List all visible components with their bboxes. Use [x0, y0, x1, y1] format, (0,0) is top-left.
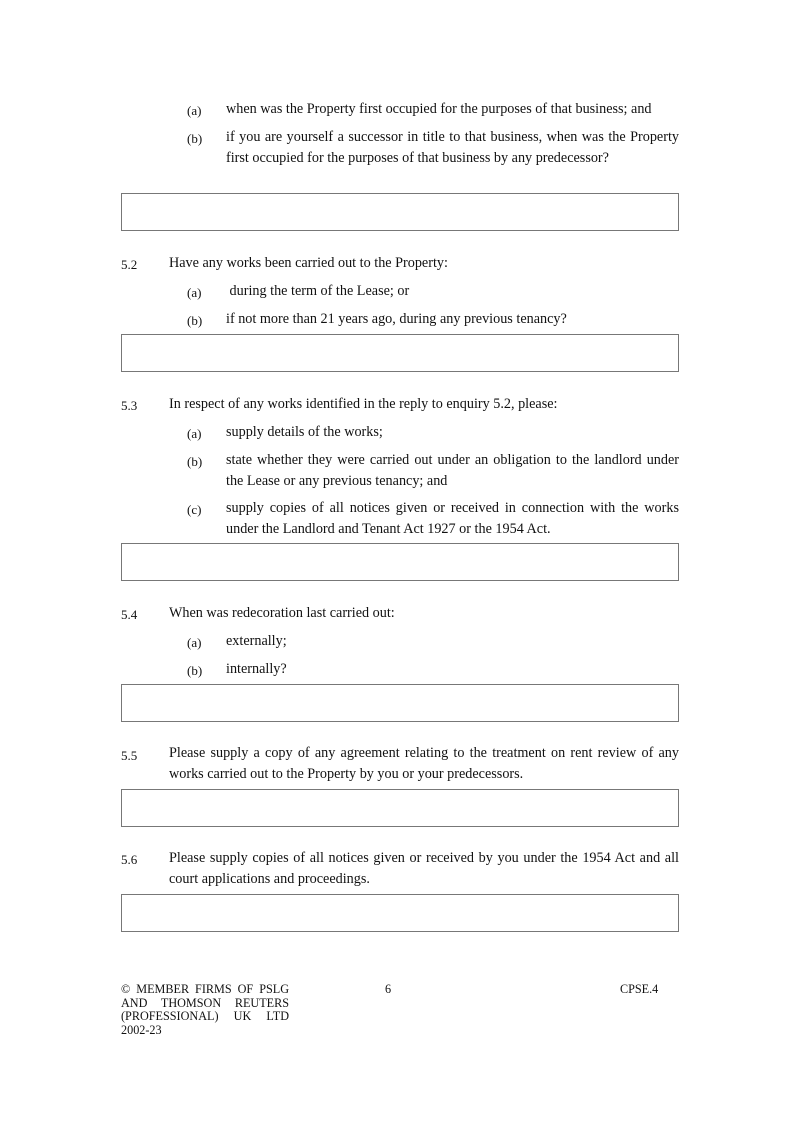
section-text-5-5: Please supply a copy of any agreement relating to the treatment on rent review of any works carried out to the Property by you or your predecessors.: [169, 745, 679, 782]
intro-item-b-text: if you are yourself a successor in title to that business, when was the Property first occupied for the purposes of that business by any predecessor?: [226, 129, 679, 166]
item-5-3-c-label: (c): [187, 502, 202, 517]
answer-box-5-2[interactable]: [121, 334, 679, 372]
section-number-5-5: 5.5: [121, 748, 138, 763]
item-5-3-c-text: supply copies of all notices given or received in connection with the works under the Landlord and Tenant Act 1927 or the 1954 Act.: [226, 500, 679, 537]
intro-item-a-label: (a): [187, 103, 202, 118]
item-5-4-a-label: (a): [187, 635, 202, 650]
intro-item-a-text: when was the Property first occupied for the purposes of that business; and: [226, 101, 652, 117]
item-5-3-a-label: (a): [187, 426, 202, 441]
footer-copyright-line: © MEMBER FIRMS OF PSLG: [121, 982, 289, 996]
answer-box-5-3[interactable]: [121, 543, 679, 581]
section-text-5-4: When was redecoration last carried out:: [169, 605, 395, 621]
item-5-2-b-text: if not more than 21 years ago, during any previous tenancy?: [226, 311, 567, 327]
answer-box-5-5[interactable]: [121, 789, 679, 827]
section-number-5-3: 5.3: [121, 398, 138, 413]
footer-copyright-line: AND THOMSON REUTERS: [121, 995, 289, 1010]
item-5-4-b-label: (b): [187, 663, 203, 678]
section-text-5-6: Please supply copies of all notices given or received by you under the 1954 Act and all court applications and proceedings.: [169, 850, 679, 887]
answer-box-5-4[interactable]: [121, 684, 679, 722]
item-5-4-b-text: internally?: [226, 661, 287, 677]
section-number-5-2: 5.2: [121, 257, 138, 272]
section-text-5-3: In respect of any works identified in the reply to enquiry 5.2, please:: [169, 396, 558, 412]
item-5-3-b-text: state whether they were carried out under an obligation to the landlord under the Lease or any previous tenancy; and: [226, 452, 679, 489]
section-number-5-4: 5.4: [121, 607, 138, 622]
item-5-2-a-label: (a): [187, 285, 202, 300]
footer-copyright: [121, 983, 289, 1037]
footer-copyright-line: 2002-23: [121, 1022, 162, 1037]
form-code: CPSE.4: [620, 982, 659, 996]
answer-box-5-6[interactable]: [121, 894, 679, 932]
item-5-3-a-text: supply details of the works;: [226, 424, 383, 440]
footer-copyright-line: (PROFESSIONAL) UK LTD: [121, 1009, 289, 1024]
section-number-5-6: 5.6: [121, 852, 138, 867]
item-5-2-a-text: during the term of the Lease; or: [226, 283, 410, 299]
item-5-2-b-label: (b): [187, 313, 203, 328]
section-text-5-2: Have any works been carried out to the Property:: [169, 255, 448, 271]
page-number: 6: [385, 982, 392, 996]
intro-item-b-label: (b): [187, 131, 203, 146]
item-5-4-a-text: externally;: [226, 633, 287, 649]
answer-box-5-1[interactable]: [121, 193, 679, 231]
item-5-3-b-label: (b): [187, 454, 203, 469]
